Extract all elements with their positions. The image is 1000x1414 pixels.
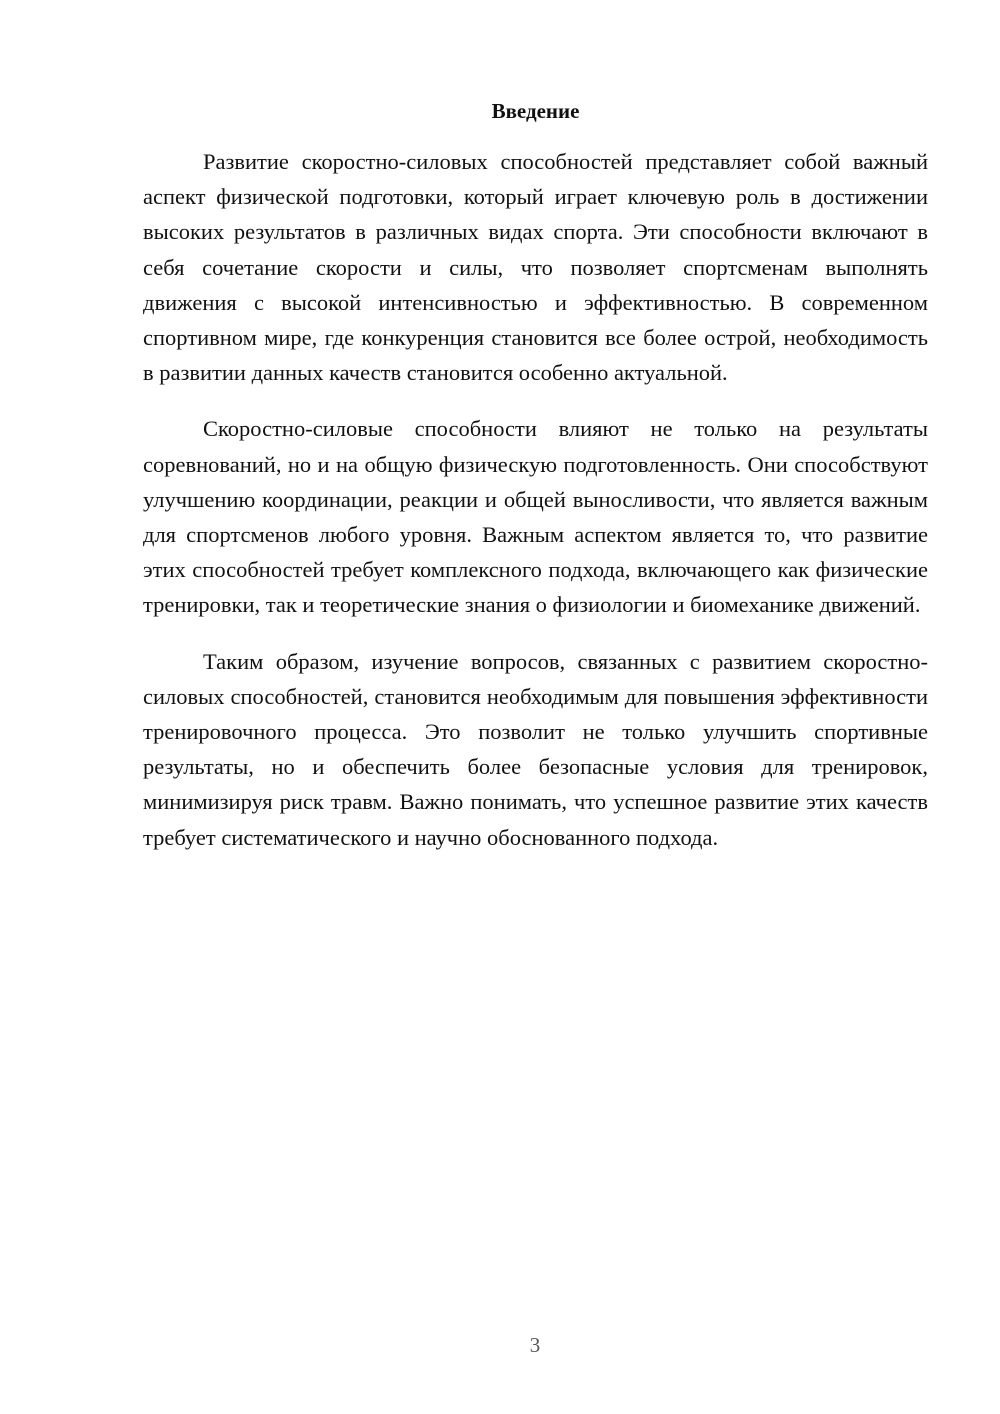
page-number: 3 <box>529 1333 541 1357</box>
paragraph-3: Таким образом, изучение вопросов, связанных с развитием скоростно-силовых способностей, становится необходимым для повышения эффективности тренировочного процесса. Это позволит не только улучшить спортивные результаты, но и обеспечить более безопасные условия для тренировок, минимизируя риск травм. Важно понимать, что успешное развитие этих качеств требует систематического и научно обоснованного подхода. <box>143 648 928 850</box>
section-heading: Введение <box>491 99 580 123</box>
page-content <box>143 96 928 876</box>
paragraph-1: Развитие скоростно-силовых способностей представляет собой важный аспект физической подготовки, который играет ключевую роль в достижении высоких результатов в различных видах спорта. Эти способности включают в себя сочетание скорости и силы, что позволяет спортсменам выполнять движения с высокой интенсивностью и эффективностью. В современном спортивном мире, где конкуренция становится все более острой, необходимость в развитии данных качеств становится особенно актуальной. <box>143 149 928 386</box>
paragraph-2: Скоростно-силовые способности влияют не только на результаты соревнований, но и на общую физическую подготовленность. Они способствуют улучшению координации, реакции и общей выносливости, что является важным для спортсменов любого уровня. Важным аспектом является то, что развитие этих способностей требует комплексного подхода, включающего как физические тренировки, так и теоретические знания о физиологии и биомеханике движений. <box>143 416 928 618</box>
